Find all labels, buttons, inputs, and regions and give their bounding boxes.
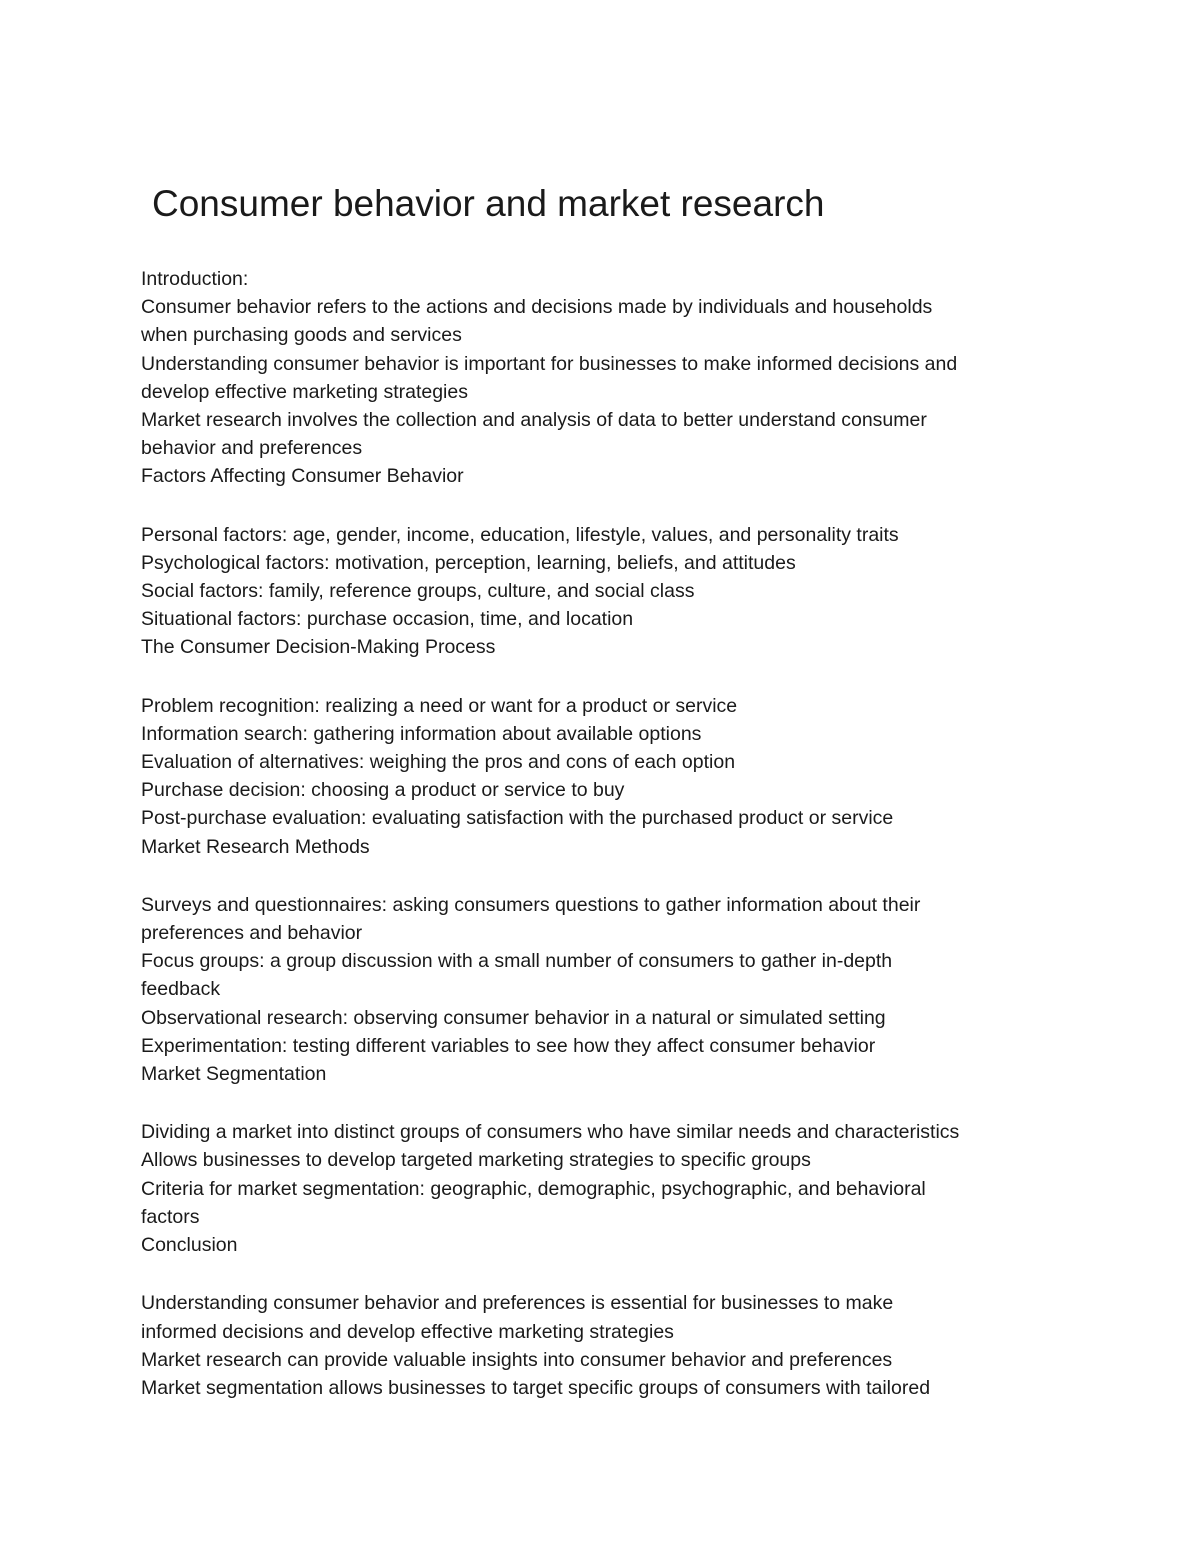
text-line: Evaluation of alternatives: weighing the pros and cons of each option	[141, 751, 736, 774]
text-line: behavior and preferences	[141, 437, 363, 460]
text-line: Factors Affecting Consumer Behavior	[141, 465, 464, 488]
text-line: Observational research: observing consumer behavior in a natural or simulated setting	[141, 1006, 886, 1029]
text-line: The Consumer Decision-Making Process	[141, 636, 496, 659]
text-line: Understanding consumer behavior is important for businesses to make informed decisions and	[141, 352, 958, 375]
text-line: when purchasing goods and services	[141, 324, 462, 347]
text-line: Personal factors: age, gender, income, education, lifestyle, values, and personality traits	[141, 523, 899, 546]
text-line: Market research involves the collection and analysis of data to better understand consumer	[141, 409, 927, 432]
text-line: Post-purchase evaluation: evaluating satisfaction with the purchased product or service	[141, 807, 894, 830]
document-body	[141, 265, 1061, 1402]
text-line: Information search: gathering information about available options	[141, 722, 702, 745]
text-line: Problem recognition: realizing a need or want for a product or service	[141, 694, 738, 717]
blank-line	[141, 861, 1061, 891]
text-line: Dividing a market into distinct groups of consumers who have similar needs and characteristics	[141, 1121, 960, 1144]
text-line: Experimentation: testing different variables to see how they affect consumer behavior	[141, 1034, 876, 1057]
text-line: Market segmentation allows businesses to target specific groups of consumers with tailored	[141, 1376, 931, 1399]
blank-line	[141, 662, 1061, 692]
text-line: Criteria for market segmentation: geographic, demographic, psychographic, and behavioral	[141, 1177, 926, 1200]
text-line: Surveys and questionnaires: asking consumers questions to gather information about their	[141, 893, 921, 916]
text-line: Market Research Methods	[141, 835, 370, 858]
blank-line	[141, 491, 1061, 521]
text-line: Allows businesses to develop targeted marketing strategies to specific groups	[141, 1149, 811, 1172]
text-line: feedback	[141, 978, 221, 1001]
text-line: Understanding consumer behavior and preferences is essential for businesses to make	[141, 1292, 894, 1315]
text-line: Focus groups: a group discussion with a small number of consumers to gather in-depth	[141, 950, 893, 973]
text-line: develop effective marketing strategies	[141, 380, 468, 403]
text-line: Psychological factors: motivation, perception, learning, beliefs, and attitudes	[141, 551, 796, 574]
text-line: preferences and behavior	[141, 922, 363, 945]
text-line: Situational factors: purchase occasion, time, and location	[141, 608, 634, 631]
blank-line	[141, 1088, 1061, 1118]
text-line: informed decisions and develop effective marketing strategies	[141, 1320, 674, 1343]
text-line: Consumer behavior refers to the actions and decisions made by individuals and households	[141, 296, 933, 319]
text-line: Introduction:	[141, 268, 249, 290]
blank-line	[141, 1259, 1061, 1289]
text-line: Conclusion	[141, 1234, 238, 1257]
document-title: Consumer behavior and market research	[152, 183, 825, 224]
text-line: Market research can provide valuable insights into consumer behavior and preferences	[141, 1348, 893, 1371]
text-line: factors	[141, 1205, 200, 1228]
text-line: Market Segmentation	[141, 1063, 327, 1086]
text-line: Social factors: family, reference groups, culture, and social class	[141, 580, 695, 603]
text-line: Purchase decision: choosing a product or service to buy	[141, 779, 625, 802]
